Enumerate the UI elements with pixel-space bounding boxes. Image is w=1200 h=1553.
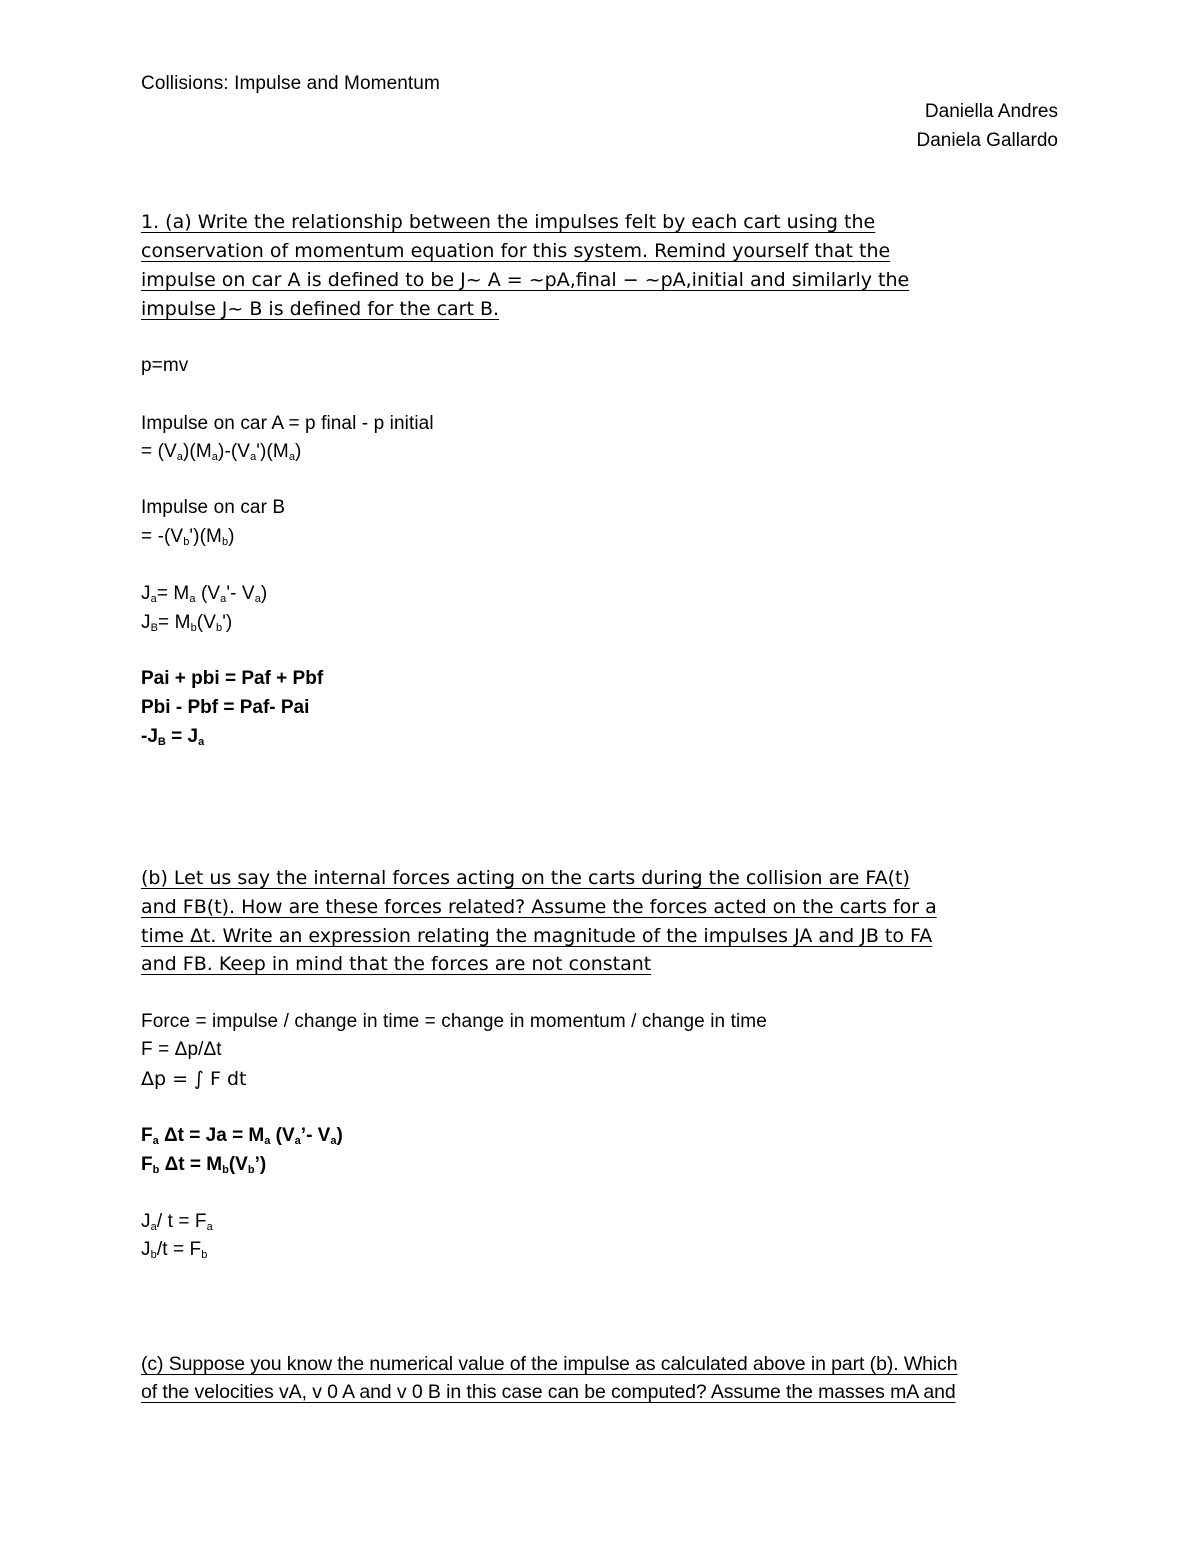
impulse-a-label: Impulse on car A = p final - p initial xyxy=(141,413,434,434)
document-title: Collisions: Impulse and Momentum xyxy=(141,73,440,94)
author-2: Daniela Gallardo xyxy=(916,130,1058,151)
question-a-line-1: 1. (a) Write the relationship between the impulses felt by each cart using the xyxy=(141,211,876,233)
question-b-line-2: and FB(t). How are these forces related? Assume the forces acted on the carts for a xyxy=(141,896,937,918)
impulse-relation-bold: $-J_B = J_a$ xyxy=(141,726,205,748)
momentum-rearranged-bold: Pbi - Pbf = Paf- Pai xyxy=(141,697,310,718)
jb-over-t: $J_b/t = F_b$ xyxy=(141,1239,208,1261)
fb-impulse-bold: $F_b$ $\Delta t = M_b(V_b’)$ xyxy=(141,1154,267,1176)
question-c-line-1: (c) Suppose you know the numerical value of the impulse as calculated above in part (b). Which xyxy=(141,1353,958,1375)
question-a-line-2: conservation of momentum equation for this system. Remind yourself that the xyxy=(141,240,891,262)
author-1: Daniella Andres xyxy=(924,101,1058,122)
question-b-line-3: time Δt. Write an expression relating the magnitude of the impulses JA and JB to FA xyxy=(141,925,933,947)
ja-equation: $J_a= M_a$ ($V_a'-$ $V_a$) xyxy=(141,583,268,605)
momentum-conservation-bold: Pai + pbi = Paf + Pbf xyxy=(141,668,324,689)
question-a-line-4: impulse J~ B is defined for the cart B. xyxy=(141,298,500,320)
question-a-line-3: impulse on car A is defined to be J~ A = ~pA,final − ~pA,initial and similarly the xyxy=(141,269,910,291)
force-definition: Force = impulse / change in time = change in momentum / change in time xyxy=(141,1011,767,1032)
impulse-b-label: Impulse on car B xyxy=(141,497,286,518)
ja-over-t: $J_a/$ $t = F_a$ xyxy=(141,1211,213,1233)
impulse-a-equation: = $(V_a)(M_a)-(V_a')(M_a)$ xyxy=(141,441,302,463)
jb-equation: $J_B= M_b(V_b')$ xyxy=(141,612,233,634)
momentum-integral: Δp = ∫ F dt xyxy=(141,1068,247,1090)
question-c-line-2: of the velocities vA, v 0 A and v 0 B in this case can be computed? Assume the masses mA and xyxy=(141,1381,956,1403)
question-b-line-1: (b) Let us say the internal forces acting on the carts during the collision are FA(t) xyxy=(141,867,910,889)
impulse-b-equation: = $-(V_b')(M_b)$ xyxy=(141,526,235,548)
question-b-line-4: and FB. Keep in mind that the forces are not constant xyxy=(141,953,652,975)
momentum-equation: p=mv xyxy=(141,355,189,376)
force-equation: F = Δp/Δt xyxy=(141,1039,222,1060)
fa-impulse-bold: $F_a$ $\Delta t = Ja = M_a$ ($V_a’-$ $V_a$) xyxy=(141,1125,343,1147)
